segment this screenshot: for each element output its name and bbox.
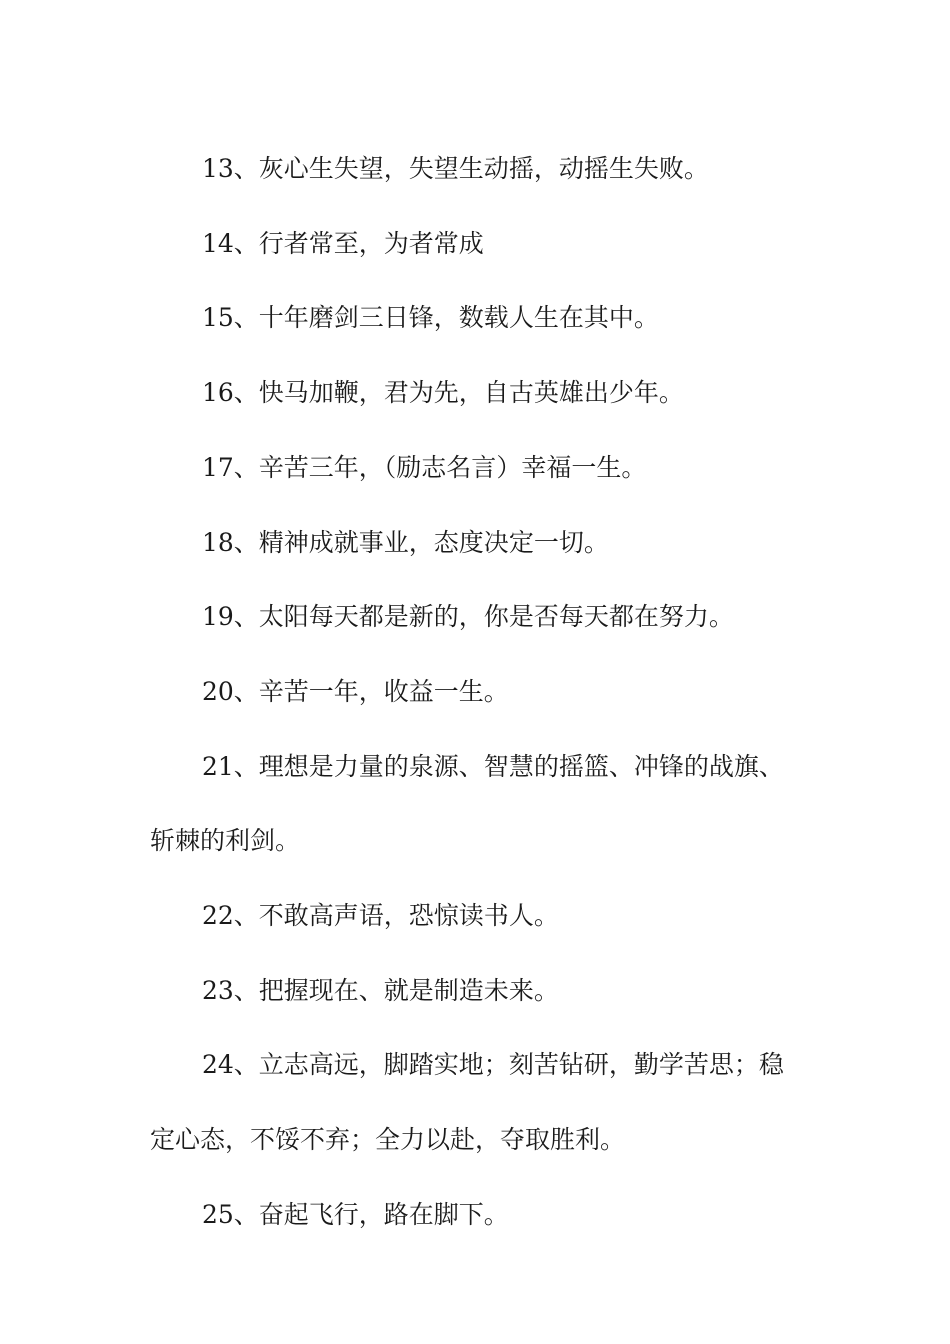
quote-paragraph-15: 15、十年磨剑三日锋，数载人生在其中。: [202, 303, 659, 333]
quote-paragraph-16: 16、快马加鞭，君为先，自古英雄出少年。: [202, 378, 684, 408]
quote-paragraph-23: 23、把握现在、就是制造未来。: [202, 975, 559, 1005]
quote-paragraph-21: 21、理想是力量的泉源、智慧的摇篮、冲锋的战旗、斩棘的利剑。: [150, 751, 784, 856]
quote-paragraph-14: 14、行者常至，为者常成: [202, 228, 484, 258]
document-body: [150, 132, 800, 1253]
quote-paragraph-25: 25、奋起飞行，路在脚下。: [202, 1199, 509, 1229]
quote-paragraph-17: 17、辛苦三年，（励志名言）幸福一生。: [202, 452, 647, 482]
quote-paragraph-19: 19、太阳每天都是新的，你是否每天都在努力。: [202, 602, 734, 632]
quote-paragraph-13: 13、灰心生失望，失望生动摇，动摇生失败。: [202, 154, 709, 183]
quote-paragraph-18: 18、精神成就事业，态度决定一切。: [202, 527, 609, 557]
quote-paragraph-24: 24、立志高远，脚踏实地；刻苦钻研，勤学苦思；稳定心态，不馁不弃；全力以赴，夺取胜利。: [150, 1050, 784, 1155]
quote-paragraph-22: 22、不敢高声语，恐惊读书人。: [202, 901, 559, 931]
quote-paragraph-20: 20、辛苦一年，收益一生。: [202, 676, 509, 706]
